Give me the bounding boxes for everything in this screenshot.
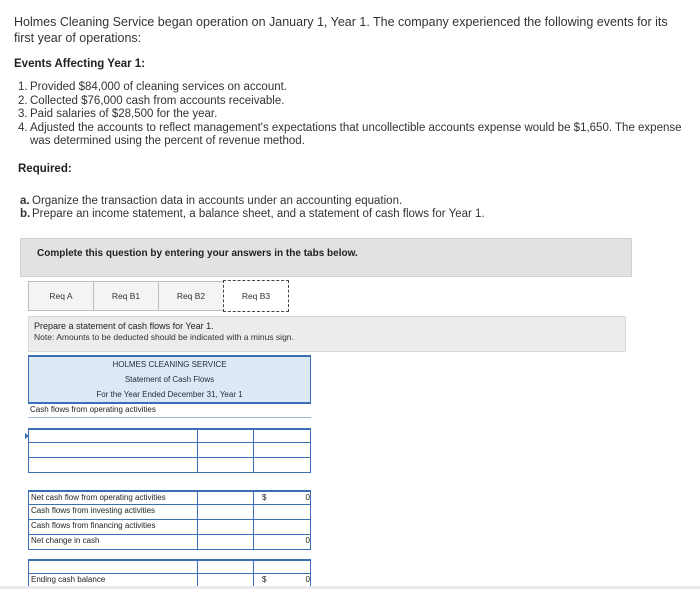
event-item: [18, 122, 688, 149]
requirement-item: [20, 195, 485, 208]
complete-text: Complete this question by entering your answers in the tabs below.: [37, 248, 358, 259]
event-text: Adjusted the accounts to reflect management's expectations that uncollectible accounts expense would be $1,650. The expense was determined using the percent of revenue method.: [30, 121, 682, 148]
requirement-text: Prepare an income statement, a balance sheet, and a statement of cash flows for Year 1.: [32, 208, 485, 220]
tab-req-b1[interactable]: Req B1: [93, 281, 159, 311]
investing-row: [28, 505, 311, 520]
financing-row: [28, 520, 311, 535]
account-select[interactable]: [29, 443, 195, 457]
operating-input-row: [28, 458, 311, 473]
net-change-row: [28, 535, 311, 550]
net-operating-row: [28, 490, 311, 505]
account-select[interactable]: [29, 430, 195, 442]
currency-symbol: $: [262, 493, 267, 502]
total-input[interactable]: [253, 458, 313, 472]
operating-input-row: [28, 428, 311, 443]
total-value: 0: [305, 493, 310, 502]
total-input[interactable]: [253, 520, 313, 534]
tab-req-a[interactable]: Req A: [28, 281, 94, 311]
event-item: [18, 81, 688, 95]
requirements-list: [20, 195, 485, 221]
event-number: 1.: [18, 81, 28, 93]
row-label: Ending cash balance: [31, 575, 106, 584]
operating-input-row: [28, 443, 311, 458]
account-select[interactable]: [29, 561, 195, 573]
total-value: 0: [305, 536, 310, 545]
total-input[interactable]: [253, 505, 313, 519]
requirement-letter: b.: [20, 208, 31, 220]
requirement-tabs: [28, 281, 288, 312]
instruction-note: Note: Amounts to be deducted should be indicated with a minus sign.: [34, 332, 294, 342]
amount-input[interactable]: [197, 430, 254, 442]
total-input[interactable]: [253, 561, 313, 573]
tab-req-b2[interactable]: Req B2: [158, 281, 224, 311]
row-label: Cash flows from investing activities: [31, 506, 156, 515]
row-label: Cash flows from financing activities: [31, 521, 156, 530]
required-heading: Required:: [18, 163, 72, 175]
event-item: [18, 108, 688, 122]
beginning-cash-row: [28, 559, 311, 574]
amount-input[interactable]: [197, 458, 254, 472]
event-number: 3.: [18, 108, 28, 121]
statement-title: Statement of Cash Flows: [28, 372, 311, 387]
event-number: 4.: [18, 121, 28, 134]
total-value: 0: [305, 575, 310, 584]
event-text: Provided $84,000 of cleaning services on account.: [30, 81, 287, 93]
requirement-item: [20, 208, 485, 221]
total-input[interactable]: [253, 443, 313, 457]
event-item: [18, 95, 688, 109]
row-label: Net cash flow from operating activities: [31, 493, 166, 502]
requirement-text: Organize the transaction data in accounts under an accounting equation.: [32, 195, 403, 207]
operating-header-row: [28, 404, 311, 418]
account-select[interactable]: [29, 458, 195, 472]
events-heading: Events Affecting Year 1:: [14, 58, 146, 70]
problem-intro: Holmes Cleaning Service began operation on January 1, Year 1. The company experienced the following events for its first year of operations:: [14, 15, 668, 45]
statement-period: For the Year Ended December 31, Year 1: [28, 387, 311, 404]
event-text: Paid salaries of $28,500 for the year.: [30, 108, 218, 121]
tab-req-b3[interactable]: Req B3: [223, 280, 289, 312]
statement-company: HOLMES CLEANING SERVICE: [28, 355, 311, 372]
row-label: Cash flows from operating activities: [30, 405, 156, 414]
event-number: 2.: [18, 94, 28, 107]
instructions-box: [28, 316, 626, 352]
instruction-text: Prepare a statement of cash flows for Year 1.: [34, 321, 214, 331]
complete-banner: [20, 238, 632, 277]
cash-flow-statement: [28, 355, 311, 589]
row-label: Net change in cash: [31, 536, 100, 545]
amount-input[interactable]: [197, 443, 254, 457]
total-input[interactable]: [253, 430, 313, 442]
requirement-letter: a.: [20, 195, 30, 207]
events-list: [18, 81, 688, 149]
currency-symbol: $: [262, 575, 267, 584]
event-text: Collected $76,000 cash from accounts receivable.: [30, 94, 285, 107]
